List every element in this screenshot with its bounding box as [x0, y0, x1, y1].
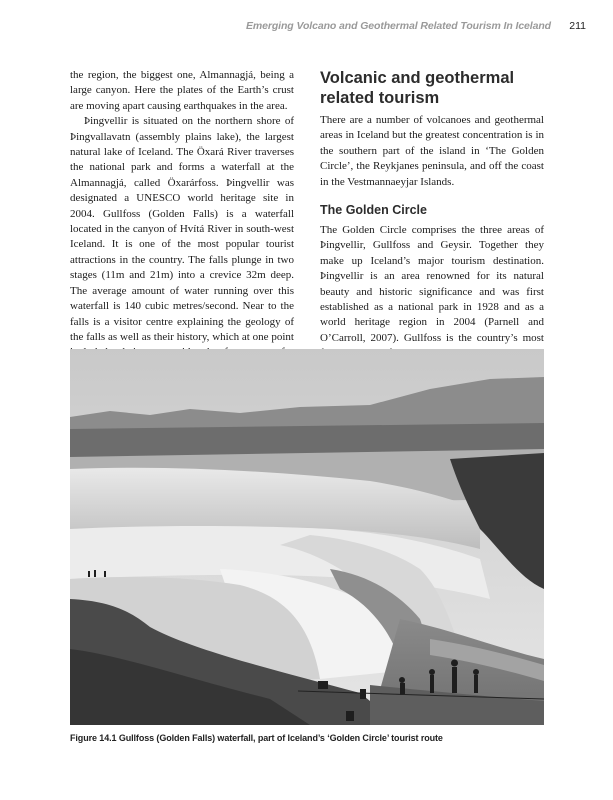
waterfall-photo-illustration: [70, 349, 544, 725]
page-number: 211: [569, 20, 586, 32]
left-paragraph-1: the region, the biggest one, Almannagjá, being a large canyon. Here the plates of the Earth’s crust are moving apart causing earthquakes in the area.: [70, 69, 294, 112]
section-heading: Volcanic and geothermal related tourism: [320, 69, 515, 107]
right-paragraph-2: The Golden Circle comprises the three areas of Þingvellir, Gullfoss and Geysir. Together they make up Iceland’s major tourism destination. Þingvellir is an area renowned for its natural beauty and historic significance and was first established as a national park in 1928 and as a world heritage region in 2004 (Parnell and O’Carroll, 2007). Gullfoss is the country’s most: [320, 224, 544, 344]
left-paragraph-2: Þingvellir is situated on the northern shore of Þingvallavatn (assembly plains lake), the largest natural lake of Iceland. The Öxará River traverses the national park and forms a waterfall at the Almannagjá, called Öxarárfoss. Þingvellir was designated a UNESCO world heritage site in 2004. Gullfoss (Golden Falls) is a waterfall located in the canyon of Hvítá River in south-west Iceland. It is one of the most popular tourist attractions in the country. The falls plunge in two stages (11m and 21m) into a crevice 32m deep. The average amount of water running over this waterfall is 140 cubic metres/second. Near to the falls is a visitor centre explaining the geology of the falls as well as their history, which at one point: [70, 115, 294, 343]
subsection-heading: The Golden Circle: [320, 203, 427, 218]
waterfall-photo: [70, 349, 544, 725]
figure-caption: Figure 14.1 Gullfoss (Golden Falls) waterfall, part of Iceland’s ‘Golden Circle’ tourist route: [70, 733, 443, 743]
right-paragraph-1: There are a number of volcanoes and geothermal areas in Iceland but the greatest concentration is in the southern part of the island in ‘The Golden Circle’, the Reykjanes peninsula, and off the coast in the Vestmannaeyjar Islands.: [320, 114, 544, 188]
right-column: [320, 68, 544, 393]
left-column: [70, 68, 294, 376]
running-title: Emerging Volcano and Geothermal Related Tourism In Iceland: [246, 20, 551, 32]
running-header: [0, 20, 613, 34]
